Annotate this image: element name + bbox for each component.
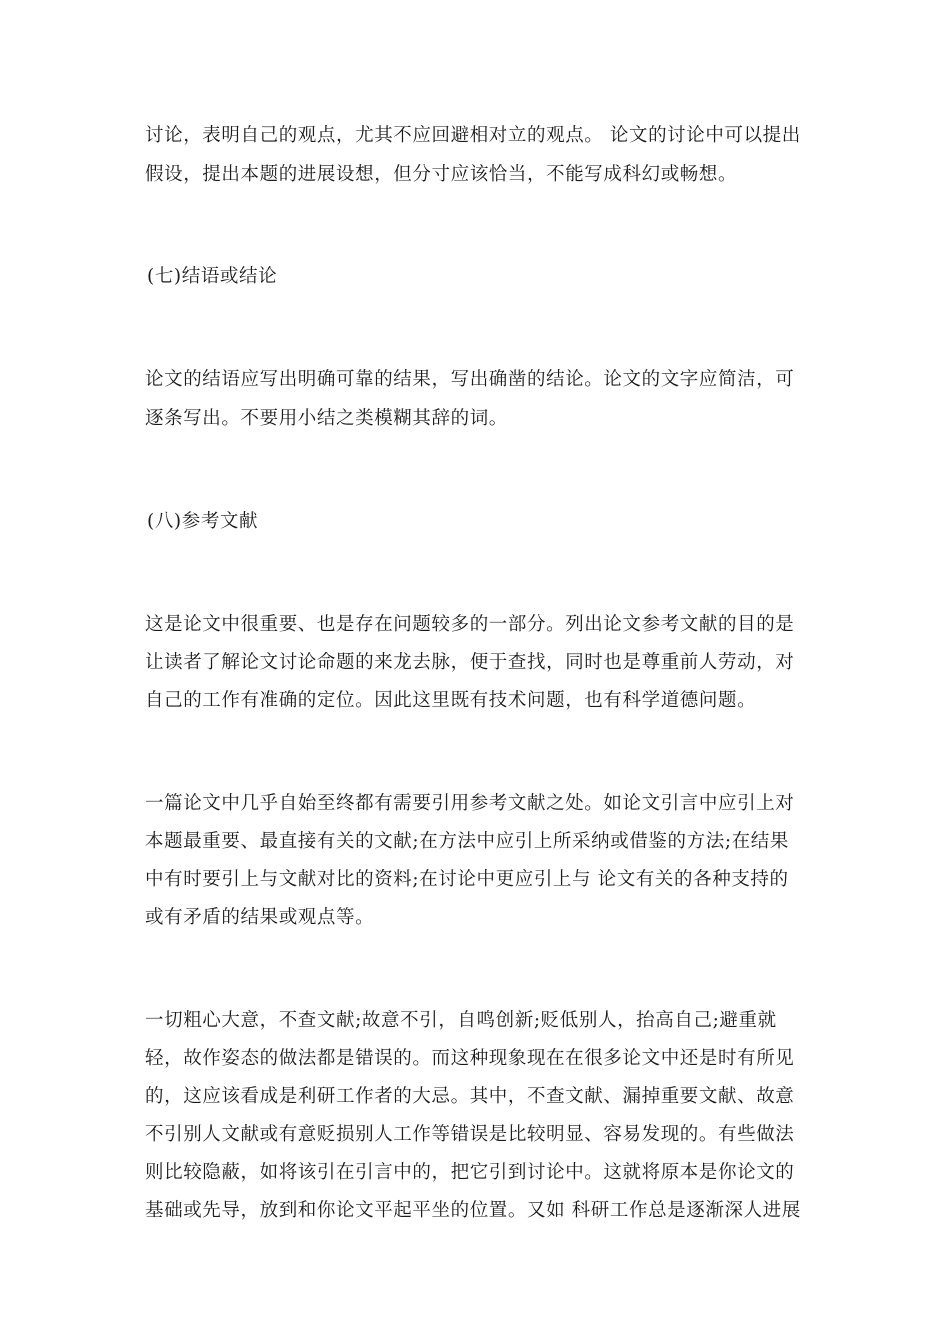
section-heading: (七)结语或结论 [147, 266, 278, 287]
paragraph-line: 让读者了解论文讨论命题的来龙去脉，便于查找，同时也是尊重前人劳动，对 [145, 652, 795, 673]
paragraph-line: 本题最重要、最直接有关的文献;在方法中应引上所采纳或借鉴的方法;在结果 [145, 831, 789, 852]
paragraph-line: 论文的结语应写出明确可靠的结果，写出确凿的结论。论文的文字应简洁，可 [145, 369, 795, 390]
paragraph-line: 讨论，表明自己的观点，尤其不应回避相对立的观点。 论文的讨论中可以提出 [145, 125, 801, 146]
paragraph-line: 不引别人文献或有意贬损别人工作等错误是比较明显、容易发现的。有些做法 [145, 1124, 795, 1145]
section-heading: (八)参考文献 [147, 511, 259, 532]
paragraph-line: 的，这应该看成是利研工作者的大忌。其中，不查文献、漏掉重要文献、故意 [145, 1086, 795, 1107]
paragraph-line: 自己的工作有准确的定位。因此这里既有技术问题，也有科学道德问题。 [145, 690, 757, 711]
paragraph-line: 一篇论文中几乎自始至终都有需要引用参考文献之处。如论文引言中应引上对 [145, 793, 795, 814]
paragraph-line: 或有矛盾的结果或观点等。 [145, 907, 375, 928]
paragraph-line: 轻，故作姿态的做法都是错误的。而这种现象现在在很多论文中还是时有所见 [145, 1048, 795, 1069]
paragraph-line: 逐条写出。不要用小结之类模糊其辞的词。 [145, 408, 508, 429]
paragraph-line: 一切粗心大意，不查文献;故意不引，自鸣创新;贬低别人，抬高自己;避重就 [145, 1010, 777, 1031]
paragraph-line: 基础或先导，放到和你论文平起平坐的位置。又如 科研工作总是逐渐深人进展 [145, 1200, 801, 1221]
paragraph-line: 则比较隐蔽，如将该引在引言中的，把它引到讨论中。这就将原本是你论文的 [145, 1162, 795, 1183]
paragraph-line: 中有时要引上与文献对比的资料;在讨论中更应引上与 论文有关的各种支持的 [145, 869, 789, 890]
paragraph-line: 这是论文中很重要、也是存在问题较多的一部分。列出论文参考文献的目的是 [145, 614, 795, 635]
paragraph-line: 假设，提出本题的进展设想，但分寸应该恰当，不能写成科幻或畅想。 [145, 164, 738, 185]
